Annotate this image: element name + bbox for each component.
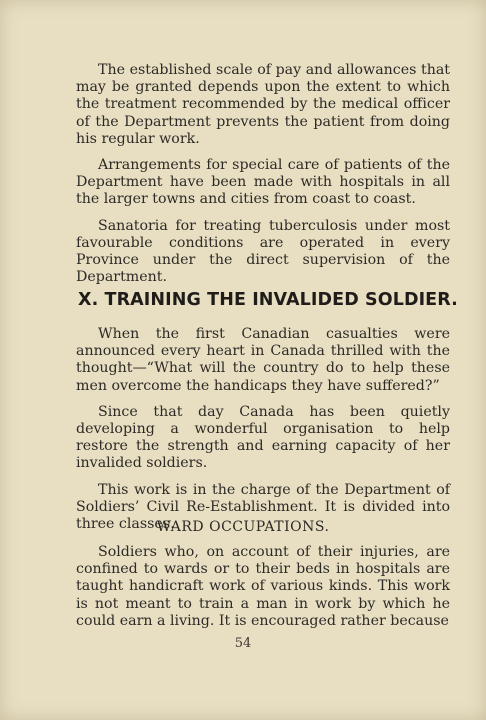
- section-heading: X. TRAINING THE INVALIDED SOLDIER.: [78, 290, 458, 310]
- middle-text-block: [76, 326, 450, 533]
- bottom-text-block: [76, 544, 450, 630]
- paragraph-sanatoria: Sanatoria for treating tuberculosis under most favourable conditions are operated in every Province under the direct supervision of the Department.: [76, 217, 450, 286]
- paragraph-canadian-casualties: When the first Canadian casualties were announced every heart in Canada thrilled with the thought—“What will the country do to help these men overcome the handicaps they have suffered?”: [76, 326, 450, 394]
- page-number: 54: [234, 636, 252, 651]
- paragraph-hospital-arrangements: Arrangements for special care of patients of the Department have been made with hospitals in all the larger towns and cities from coast to coast.: [76, 157, 450, 208]
- subsection-heading: WARD OCCUPATIONS.: [156, 519, 330, 535]
- top-text-block: [76, 62, 450, 286]
- paragraph-organisation: Since that day Canada has been quietly developing a wonderful organisation to help restore the strength and earning capacity of her invalided soldiers.: [76, 403, 450, 472]
- paragraph-ward-occupations: Soldiers who, on account of their injuries, are confined to wards or to their beds in hospitals are taught handicraft work of various kinds. This work is not meant to train a man in work by which he could earn a living. It is encouraged rather because: [76, 544, 450, 629]
- paragraph-pay-allowances: The established scale of pay and allowances that may be granted depends upon the extent to which the treatment recommended by the medical officer of the Department prevents the patient from doing his regular work.: [76, 62, 450, 147]
- paragraph-department-charge: This work is in the charge of the Department of Soldiers’ Civil Re-Establishment. It is divided into three classes.: [76, 481, 450, 533]
